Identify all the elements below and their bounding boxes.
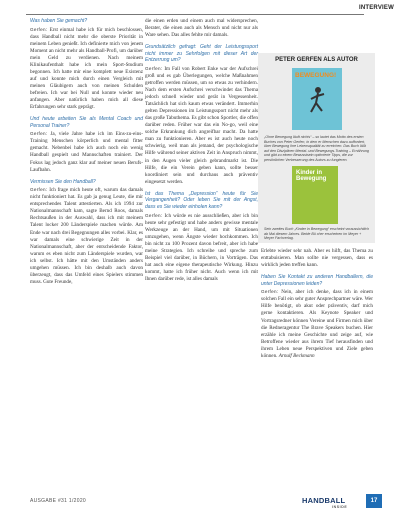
text-column-2 (145, 18, 258, 488)
answer-text: Nein, aber ich denke, dass ich in einem solchen Fall ein sehr guter Ansprechpartner wäre. Wer Hilfe benötigt, ob akut oder präventiv, darf mich gerne kontaktieren. Als Keynote Speaker und Vortragsredner können Vereine und Firmen mich über die Redneragentur The Brave Speakers buchen. Hier erzähle ich meine Geschichte und zeige auf, wie Betroffene wieder aus ihrem Tief herausfinden und ihrem Leben neue Perspektiven und Ziele geben können. (261, 289, 373, 359)
interview-question: Grundsätzlich gefragt: Geht der Leistungssport nicht immer zu Sehrfolgen mit dieser Art der Entzerrung um? (145, 44, 258, 64)
interview-question: Vermissen Sie den Handball? (30, 178, 96, 185)
interview-answer (30, 130, 143, 173)
interview-answer (30, 26, 143, 112)
issue-label: AUSGABE #31 1/2020 (30, 498, 86, 504)
interview-answer (145, 65, 258, 186)
book2-title: Kinder in Bewegung (296, 170, 327, 182)
author-signature: Arnulf Beckmann (278, 352, 315, 359)
speaker-label: Gerfen: (145, 65, 163, 71)
speaker-label: Gerfen: (30, 26, 48, 32)
interview-answer (145, 212, 258, 283)
book-cover-kinder (292, 166, 338, 224)
page-footer (0, 492, 400, 516)
speaker-label: Gerfen: (261, 289, 279, 295)
infobox-title: PETER GERFEN ALS AUTOR (275, 57, 358, 63)
answer-text: Ich würde es nie ausschließen, aber ich bin heute sehr gefestigt und habe anders gewisse mentale Werkzeuge an der Hand, um mit Situationen umzugehen, wenn Ängste wieder hochkommen. Ich bin nicht zu 100 Prozent davon befreit, aber ich habe meine Strategien. Ich schreibe und spreche zum Beispiel viel darüber, in Büchern, in Vorträgen. Das hat auch eine eigene therapeutische Wirkung. Hinzu kommt, hatte ich früher nicht. Auch wenn ich mit Ihnen darüber rede, ist alles damals (145, 212, 258, 282)
text-column-3 (261, 248, 373, 488)
page-number: 17 (366, 494, 382, 508)
page-header (26, 4, 400, 16)
answer-text: Erlebte wieder sehr nah. Aber es hilft, das Thema zu enttabuisieren. Man sollte nie vergessen, dass es wirklich jeden treffen kann. (261, 248, 373, 269)
interview-answer (30, 186, 143, 286)
speaker-label: Gerfen: (30, 187, 48, 193)
answer-text: Erst einmal habe ich für mich beschlossen, dass Handball nicht mehr die oberste Priorität in meinem Leben genießt. Ich definierte mich von jenem Moment an nicht mehr als Handball-Profi, um darüber mein Geld zu verdienen. Nach meinem Klinikaufenthalt habe ich mein Sport-Studium begonnen. Ich hatte mir eine komplett neue Existenz auf und konnte mich durch einen Vergleich mit meinen Gläubigern auch von meinen Schulden befreien. Ich war bei Null und konnte wieder neu anfangen. Aber natürlich haben mich all diese Erfahrungen sehr stark geprägt. (30, 26, 143, 111)
interview-question: Was haben Sie gemacht? (30, 18, 88, 24)
interview-question: Ist das Thema „Depression“ heute für Sie Vergangenheit? Oder leben Sie mit der Angst, dass es Sie wieder einholen kann? (145, 190, 258, 210)
section-label: INTERVIEW (358, 5, 394, 11)
book1-title: BEWEGUNG! (295, 72, 337, 79)
runner-figure-icon (308, 86, 326, 116)
answer-text: Ja, viele Jahre habe ich im Eins-zu-eins-Training Menschen körperlich und mental fitter gemacht. Nebenbei habe ich auch noch ein wenig Handball gespielt und Mannschaften trainiert. Der Fokus lag jedoch ganz klar auf meiner neuen Berufs-Laufbahn. (30, 131, 143, 173)
handball-logo: HANDBALL (302, 496, 346, 505)
interview-question: Und heute arbeiten Sie als Mental Coach und Personal Trainer? (30, 116, 143, 129)
author-infobox (258, 53, 375, 243)
text-column-1 (30, 18, 143, 488)
inside-logo: INSIDE (332, 505, 348, 509)
book1-caption: „Ohne Bewegung läuft nichts“ – so lautet das Motto des ersten Buches von Peter Gerfen, in dem er Menschen dazu auffordert, über Bewegung ihre Lebensqualität zu erreichen. Das Buch läßt auf den Disziplinen Mental- und Bewegungs-Training – Ernährung und gibt zu einem Bewusstsein optimierte Tipps, die zur persönlichen Verbesserung des Autors zu fungieren. (264, 135, 369, 162)
speaker-label: Gerfen: (145, 212, 163, 218)
answer-text: Im Fall von Robert Enke war der Aufschrei groß und es gab Überlegungen, welche Maßnahmen getroffen werden müssen, um so etwas zu verhindern. Nach dem ersten Aufschrei verschwindet das Thema jedoch schnell wieder und gerät in Vergessenheit. Tatsächlich hat sich kaum etwas verändert. Immerhin gelten Depressionen im Leistungssport nicht mehr als das große Tabuthema. Es gibt schon Sportler, die offen darüber reden. Früher war das ein No-go, weil eine solche Erkrankung dich angreifbar macht. Da hatte man zu funktionieren. Aber es ist auch heute noch schwierig, weil man als jemand, der psychologische Hilfe während seiner aktiven Zeit in Anspruch nimmt, in den Augen vieler gleich gebrandmarkt ist. Die Hilfe, die ein Verein geben kann, sollte besser koordiniert sein und durchaus auch präventiv eingesetzt werden. (145, 65, 258, 185)
answer-text: die einen erden und einem auch mal widersprechen, Berater, die einen auch als Mensch und nicht nur als Ware sehen. Das alles fehlte mir damals. (145, 18, 258, 39)
interview-question: Haben Sie Kontakt zu anderen Handballern, die unter Depressionen leiden? (261, 274, 373, 287)
interview-answer (261, 288, 373, 359)
header-rule (26, 14, 364, 15)
book2-caption: Sein zweites Buch „Kinder in Bewegung“ erscheint voraussichtlich ab Mai diesem Jahres. Beide Bü cher erscheinen im Meyer + Meyer Fachverlag. (264, 227, 370, 241)
book-cover-bewegung (292, 68, 342, 130)
interview-answer (145, 18, 258, 39)
answer-text: Ich frage mich heute oft, warum das damals nicht funktioniert hat. Es gab ja genug Leute, die mir entsprechendes Talent attestierten. Als ich 1994 zur Nationalmannschaft kam, sagte Bernd Roos, damals Rechtsaußen in der Auswahl, dass ich mit meinem Talent locker 200 Länderspiele machen würde. Am Ende war nach drei Begegnungen alles vorbei. Klar, es war damals eine schwierige Zeit in der Nationalmannschaft, aber der entscheidende Faktor, warum es eben nicht zum Länderspiele wurden, war ich selbst. Ich hätte mit den Umständen anders umgehen müssen. Ich bin deshalb auch davon überzeugt, dass das Umfeld eines Spielers stimmen muss. Gute Freunde, (30, 187, 143, 285)
speaker-label: Gerfen: (30, 131, 48, 137)
interview-answer (261, 248, 373, 269)
